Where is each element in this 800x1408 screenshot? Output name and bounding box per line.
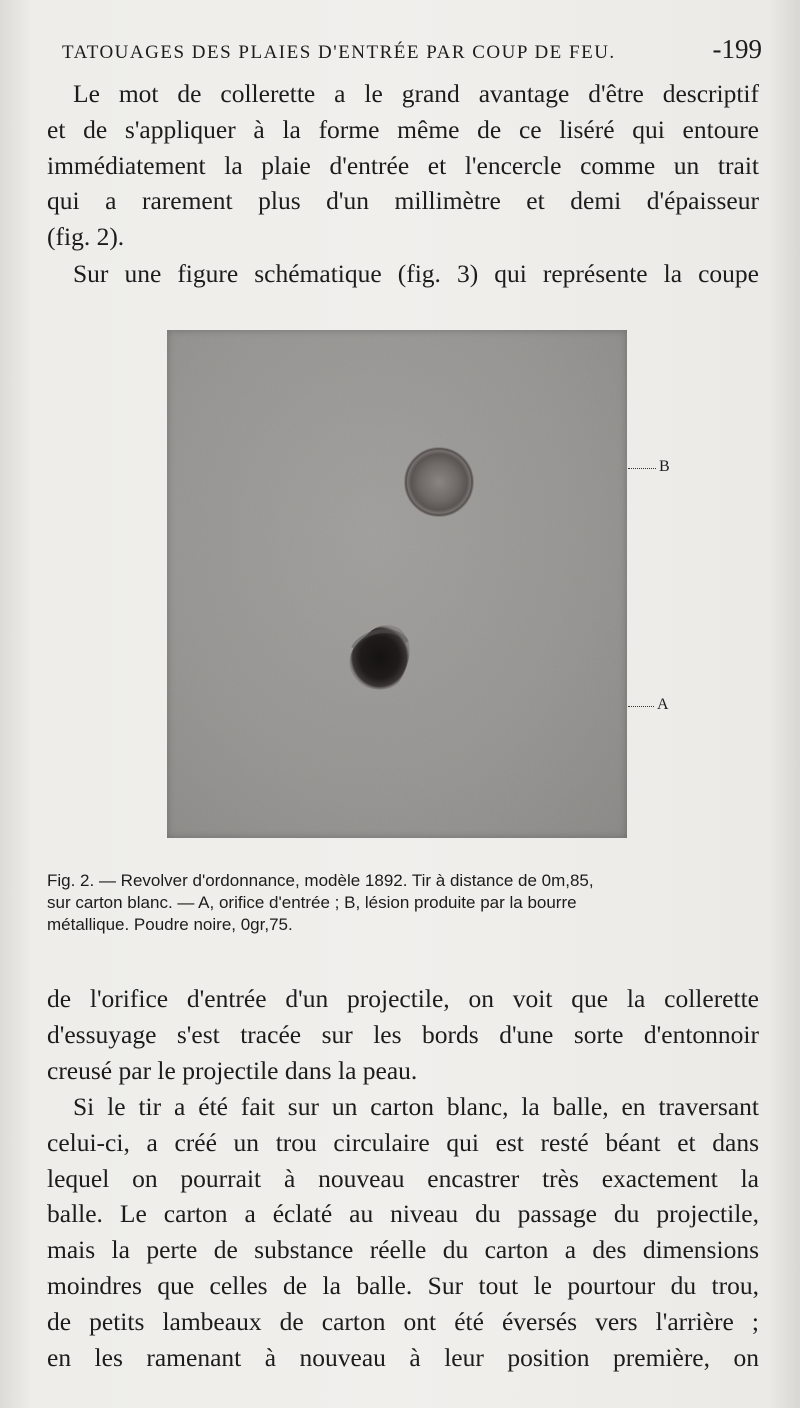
caption-line: sur carton blanc. — A, orifice d'entrée ; B, lésion produite par la bourre bbox=[47, 893, 577, 912]
text-line: et de s'appliquer à la forme même de ce liséré qui entoure bbox=[47, 114, 759, 144]
text-line: de l'orifice d'entrée d'un projectile, on voit que la collerette bbox=[47, 984, 759, 1013]
paragraph-collerette bbox=[47, 76, 759, 255]
text-line: creusé par le projectile dans la peau. bbox=[47, 1055, 418, 1085]
label-a-leader bbox=[628, 706, 654, 707]
text-line: moindres que celles de la balle. Sur tout le pourtour du trou, bbox=[47, 1270, 759, 1300]
text-line: Le mot de collerette a le grand avantage d'être descriptif bbox=[73, 79, 759, 108]
page-number: -199 bbox=[712, 34, 762, 64]
text-line: qui a rarement plus d'un millimètre et demi d'épaisseur bbox=[47, 186, 759, 216]
text-line: d'essuyage s'est tracée sur les bords d'une sorte d'entonnoir bbox=[47, 1019, 759, 1049]
text-line: de petits lambeaux de carton ont été éversés vers l'arrière ; bbox=[47, 1306, 759, 1336]
paper-grain-texture bbox=[167, 330, 627, 838]
text-line: lequel on pourrait à nouveau encastrer très exactement la bbox=[47, 1163, 759, 1193]
paragraph-carton-blanc bbox=[47, 1089, 759, 1375]
text-line: Sur une figure schématique (fig. 3) qui représente la coupe bbox=[73, 259, 759, 288]
lesion-b bbox=[404, 447, 474, 517]
caption-line: Fig. 2. — Revolver d'ordonnance, modèle 1892. Tir à distance de 0m,85, bbox=[47, 871, 594, 890]
text-line: balle. Le carton a éclaté au niveau du passage du projectile, bbox=[47, 1199, 759, 1229]
label-b: B bbox=[659, 458, 670, 475]
text-line: Si le tir a été fait sur un carton blanc, la balle, en traversant bbox=[73, 1092, 759, 1121]
caption-line: métallique. Poudre noire, 0gr,75. bbox=[47, 915, 293, 934]
text-line: mais la perte de substance réelle du carton a des dimensions bbox=[47, 1235, 759, 1265]
target-card-image bbox=[167, 330, 627, 838]
running-title: TATOUAGES DES PLAIES D'ENTRÉE PAR COUP DE FEU. bbox=[62, 42, 616, 63]
text-line: en les ramenant à nouveau à leur position première, on bbox=[47, 1342, 759, 1372]
figure-photograph bbox=[167, 330, 627, 838]
text-line: (fig. 2). bbox=[47, 222, 125, 252]
text-line: celui-ci, a créé un trou circulaire qui est resté béant et dans bbox=[47, 1127, 759, 1157]
label-b-leader bbox=[628, 468, 656, 469]
paragraph-entonnoir bbox=[47, 981, 759, 1088]
figure-caption bbox=[47, 870, 752, 936]
text-line: immédiatement la plaie d'entrée et l'encercle comme un trait bbox=[47, 150, 759, 180]
label-a: A bbox=[657, 696, 669, 713]
paragraph-schematic bbox=[47, 256, 759, 292]
running-head bbox=[62, 34, 762, 74]
